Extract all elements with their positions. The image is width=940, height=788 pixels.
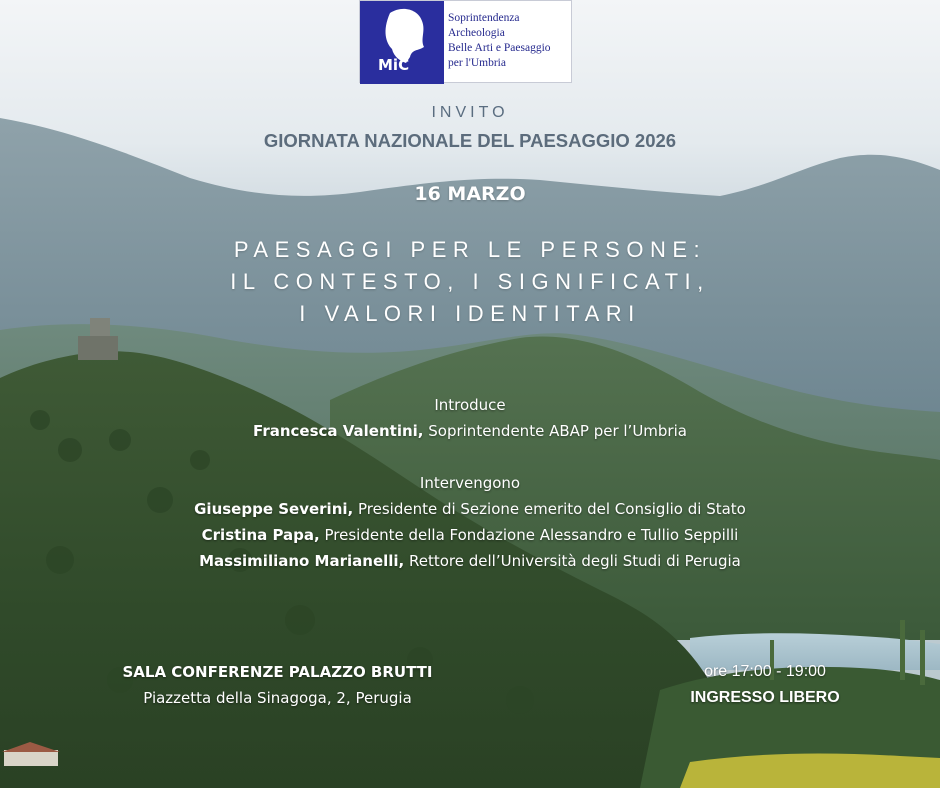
speaker-name: Massimiliano Marianelli, [199,552,405,570]
conference-title [0,234,940,330]
title-line: I VALORI IDENTITARI [299,301,641,326]
entry-info: INGRESSO LIBERO [690,689,840,706]
invito-label: INVITO [431,104,509,121]
introducer-line [0,422,940,440]
mic-logo-mark [360,1,444,84]
mic-logo-label: MiC [378,56,410,74]
speaker-name: Giuseppe Severini, [194,500,354,518]
event-date: 16 MARZO [414,183,526,205]
introduce-label: Introduce [434,396,506,414]
title-line: IL CONTESTO, I SIGNIFICATI, [230,269,710,294]
title-line: PAESAGGI PER LE PERSONE: [233,237,707,262]
speaker-name: Cristina Papa, [201,526,320,544]
venue-address: Piazzetta della Sinagoga, 2, Perugia [143,689,412,707]
speaker-line [0,526,940,544]
logo-institution-text [448,11,551,71]
event-title: GIORNATA NAZIONALE DEL PAESAGGIO 2026 [263,130,677,151]
introducer-name: Francesca Valentini, [253,422,424,440]
speaker-role: Presidente di Sezione emerito del Consiglio di Stato [353,500,746,518]
introducer-role: Soprintendente ABAP per l’Umbria [423,422,687,440]
speaker-role: Presidente della Fondazione Alessandro e Tullio Seppilli [319,526,739,544]
venue-name: SALA CONFERENZE PALAZZO BRUTTI [122,663,433,681]
event-time: ore 17:00 - 19:00 [704,663,826,680]
logo-line: Belle Arti e Paesaggio [448,42,551,54]
logo-line: Archeologia [448,27,505,39]
mic-logo [359,0,572,83]
speaker-line [0,500,940,518]
logo-line: per l'Umbria [448,57,506,69]
logo-line: Soprintendenza [448,12,520,24]
speaker-line [0,552,940,570]
speakers-label: Intervengono [419,474,521,492]
speaker-role: Rettore dell’Università degli Studi di Perugia [404,552,741,570]
